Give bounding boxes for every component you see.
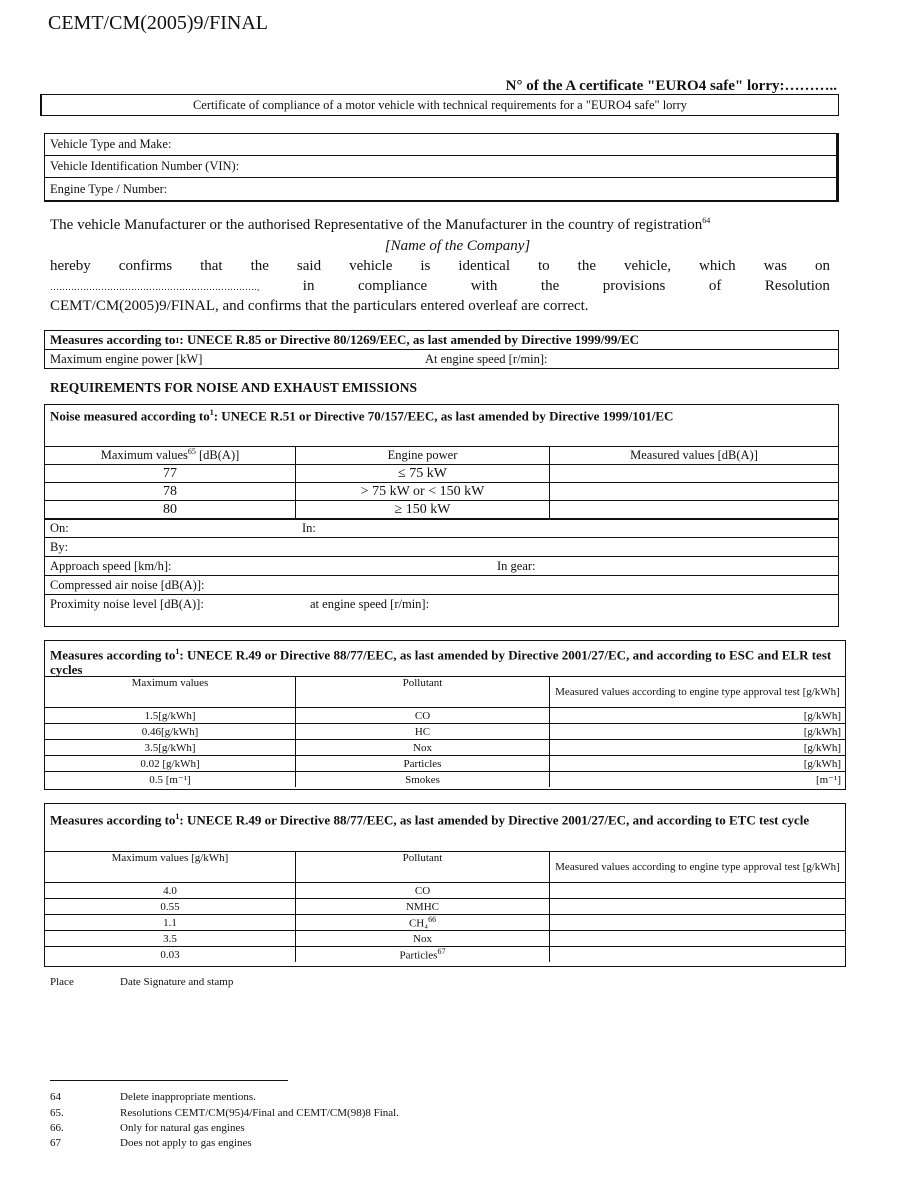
table-row xyxy=(45,483,838,501)
col-measured-values: Measured values according to engine type approval test [g/kWh] xyxy=(550,852,846,883)
measured-value xyxy=(550,465,839,483)
by-row: By: xyxy=(45,538,838,557)
word: of xyxy=(708,278,722,294)
max-value: 0.5 [m⁻¹] xyxy=(45,772,296,788)
col-measured-values: Measured values according to engine type approval test [g/kWh] xyxy=(550,677,846,708)
vin-field: Vehicle Identification Number (VIN): xyxy=(45,156,836,178)
footnote-ref: 67 xyxy=(437,947,446,957)
proximity-speed-label: at engine speed [r/min]: xyxy=(310,597,430,611)
footnote-num: 65. xyxy=(50,1107,64,1119)
table-row xyxy=(45,465,838,483)
max-value: 4.0 xyxy=(45,883,296,899)
max-value: 0.55 xyxy=(45,899,296,915)
word: the xyxy=(250,258,269,274)
measured-value xyxy=(550,883,846,899)
word: the xyxy=(540,278,560,294)
word: with xyxy=(470,278,498,294)
word: Resolution xyxy=(764,278,830,294)
pollutant: Smokes xyxy=(296,772,550,788)
measured-unit: [g/kWh] xyxy=(550,756,846,772)
table-row xyxy=(45,724,845,740)
footnote-text: Only for natural gas engines xyxy=(120,1122,245,1134)
certificate-number-label: N° of the A certificate "EURO4 safe" lorry:……….. xyxy=(505,78,837,94)
table-row xyxy=(45,899,845,915)
max-value: 77 xyxy=(45,465,296,483)
etc-table xyxy=(45,852,845,962)
footnote-text: Does not apply to gas engines xyxy=(120,1137,252,1149)
statement-line-1 xyxy=(50,216,830,234)
footnote-text: Resolutions CEMT/CM(95)4/Final and CEMT/CM(98)8 Final. xyxy=(120,1107,399,1119)
engine-power-row xyxy=(45,350,838,369)
engine-power-heading xyxy=(45,331,838,350)
engine-power-box xyxy=(44,330,839,369)
footnote-num: 66. xyxy=(50,1122,64,1134)
statement-line-4 xyxy=(50,278,830,295)
measured-unit: [g/kWh] xyxy=(550,724,846,740)
text: Nox xyxy=(413,932,432,945)
word: said xyxy=(296,258,322,274)
max-value: 0.02 [g/kWh] xyxy=(45,756,296,772)
footnote-ref: 65 xyxy=(187,447,196,457)
table-row xyxy=(45,740,845,756)
word: compliance xyxy=(358,278,428,294)
word: the xyxy=(577,258,596,274)
table-row xyxy=(45,756,845,772)
word: confirms xyxy=(118,258,173,274)
text: CO xyxy=(414,884,431,897)
max-engine-power-label: Maximum engine power [kW] xyxy=(50,352,203,366)
max-value: 0.03 xyxy=(45,947,296,963)
footnote-ref: 1 xyxy=(209,408,214,417)
engine-speed-label: At engine speed [r/min]: xyxy=(425,352,548,366)
dotted-blank: ……………………………………………………………, xyxy=(50,281,260,292)
word: provisions xyxy=(602,278,666,294)
noise-section xyxy=(44,404,839,627)
noise-table xyxy=(45,447,838,519)
pollutant xyxy=(296,883,550,899)
text: CH₄ xyxy=(408,917,429,930)
footnote-ref: 1 xyxy=(175,647,180,656)
max-value: 80 xyxy=(45,501,296,519)
col-max-values: Maximum values xyxy=(45,677,296,708)
word: vehicle, xyxy=(623,258,672,274)
approach-row xyxy=(45,557,838,576)
heading-text-rest: : UNECE R.49 or Directive 88/77/EEC, as last amended by Directive 2001/27/EC, and according to ESC and ELR test cycles xyxy=(50,647,832,678)
word: is xyxy=(420,258,431,274)
col-pollutant: Pollutant xyxy=(296,852,550,883)
word: hereby xyxy=(50,258,91,274)
noise-heading xyxy=(45,405,838,447)
footnote-ref: 1 xyxy=(175,335,180,345)
measured-unit: [g/kWh] xyxy=(550,740,846,756)
word: vehicle xyxy=(349,258,393,274)
heading-text: Measures according to xyxy=(50,812,176,828)
measured-value xyxy=(550,483,839,501)
footnote-num: 67 xyxy=(50,1137,61,1149)
pollutant: HC xyxy=(296,724,550,740)
engine-power: > 75 kW or < 150 kW xyxy=(296,483,550,501)
document-id: CEMT/CM(2005)9/FINAL xyxy=(48,12,268,34)
statement-line-5: CEMT/CM(2005)9/FINAL, and confirms that the particulars entered overleaf are correct. xyxy=(50,298,589,314)
engine-power: ≥ 150 kW xyxy=(296,501,550,519)
company-name-placeholder: [Name of the Company] xyxy=(384,238,531,254)
heading-text: Measures according to xyxy=(50,332,176,347)
col-pollutant: Pollutant xyxy=(296,677,550,708)
table-row xyxy=(45,883,845,899)
pollutant xyxy=(296,931,550,947)
vehicle-type-field: Vehicle Type and Make: xyxy=(45,134,836,156)
engine-power: ≤ 75 kW xyxy=(296,465,550,483)
heading-text-rest: : UNECE R.49 or Directive 88/77/EEC, as last amended by Directive 2001/27/EC, and according to ETC test cycle xyxy=(179,812,810,828)
table-row xyxy=(45,501,838,519)
word: was xyxy=(763,258,787,274)
heading-text-rest: : UNECE R.85 or Directive 80/1269/EEC, as last amended by Directive 1999/99/EC xyxy=(179,332,640,347)
pollutant xyxy=(296,899,550,915)
footnote-ref: 1 xyxy=(175,812,180,821)
etc-heading xyxy=(45,804,845,852)
measured-value xyxy=(550,899,846,915)
max-value: 3.5[g/kWh] xyxy=(45,740,296,756)
table-row xyxy=(45,915,845,931)
compressed-air-row: Compressed air noise [dB(A)]: xyxy=(45,576,838,595)
pollutant: Particles xyxy=(296,756,550,772)
word: identical xyxy=(458,258,511,274)
date-signature-label: Date Signature and stamp xyxy=(120,976,234,988)
footnote-text: Delete inappropriate mentions. xyxy=(120,1091,256,1103)
max-value: 3.5 xyxy=(45,931,296,947)
table-row xyxy=(45,772,845,788)
engine-type-field: Engine Type / Number: xyxy=(50,182,168,196)
measured-unit: [m⁻¹] xyxy=(550,772,846,788)
pollutant: CO xyxy=(296,708,550,724)
word: in xyxy=(302,278,315,294)
col-engine-power: Engine power xyxy=(296,447,550,465)
footnote-ref: 66 xyxy=(428,915,437,925)
text: [dB(A)] xyxy=(195,448,240,463)
heading-text-rest: : UNECE R.51 or Directive 70/157/EEC, as last amended by Directive 1999/101/EC xyxy=(213,408,674,424)
col-max-values xyxy=(45,447,296,465)
esc-elr-section xyxy=(44,640,846,790)
footnote-divider xyxy=(50,1080,288,1081)
certificate-title: Certificate of compliance of a motor vehicle with technical requirements for a "EURO4 safe" lorry xyxy=(40,94,839,116)
heading-text: Noise measured according to xyxy=(50,408,210,424)
vehicle-fields-box xyxy=(44,133,839,202)
table-row xyxy=(45,931,845,947)
word: which xyxy=(699,258,736,274)
max-value: 0.46[g/kWh] xyxy=(45,724,296,740)
word: that xyxy=(200,258,223,274)
pollutant xyxy=(296,915,550,931)
in-gear-label: In gear: xyxy=(497,558,536,573)
table-row xyxy=(45,947,845,963)
measured-unit: [g/kWh] xyxy=(550,708,846,724)
col-measured-values: Measured values [dB(A)] xyxy=(550,447,839,465)
etc-section xyxy=(44,803,846,967)
proximity-row xyxy=(45,595,838,614)
approach-speed-label: Approach speed [km/h]: xyxy=(50,558,172,573)
footnote-num: 64 xyxy=(50,1091,61,1103)
max-value: 1.5[g/kWh] xyxy=(45,708,296,724)
col-max-values: Maximum values [g/kWh] xyxy=(45,852,296,883)
measured-value xyxy=(550,501,839,519)
text: NMHC xyxy=(405,900,439,913)
esc-table xyxy=(45,677,845,787)
place-label: Place xyxy=(50,976,74,988)
pollutant: Nox xyxy=(296,740,550,756)
word: on xyxy=(814,258,830,274)
esc-heading xyxy=(45,641,845,677)
measured-value xyxy=(550,947,846,963)
table-row xyxy=(45,708,845,724)
max-value: 1.1 xyxy=(45,915,296,931)
statement-line-3 xyxy=(50,258,830,275)
footnote-ref-64: 64 xyxy=(702,216,711,225)
pollutant xyxy=(296,947,550,963)
max-value: 78 xyxy=(45,483,296,501)
statement-text-1: The vehicle Manufacturer or the authorised Representative of the Manufacturer in the country of registration xyxy=(50,217,703,233)
word: to xyxy=(538,258,550,274)
text: Maximum values xyxy=(100,448,188,463)
text: Particles xyxy=(399,949,438,962)
heading-text: Measures according to xyxy=(50,647,176,663)
in-label: In: xyxy=(302,521,316,535)
proximity-label: Proximity noise level [dB(A)]: xyxy=(50,597,204,611)
measured-value xyxy=(550,915,846,931)
requirements-title: REQUIREMENTS FOR NOISE AND EXHAUST EMISSIONS xyxy=(50,380,417,395)
on-label: On: xyxy=(50,521,69,535)
on-in-row xyxy=(45,519,838,538)
measured-value xyxy=(550,931,846,947)
